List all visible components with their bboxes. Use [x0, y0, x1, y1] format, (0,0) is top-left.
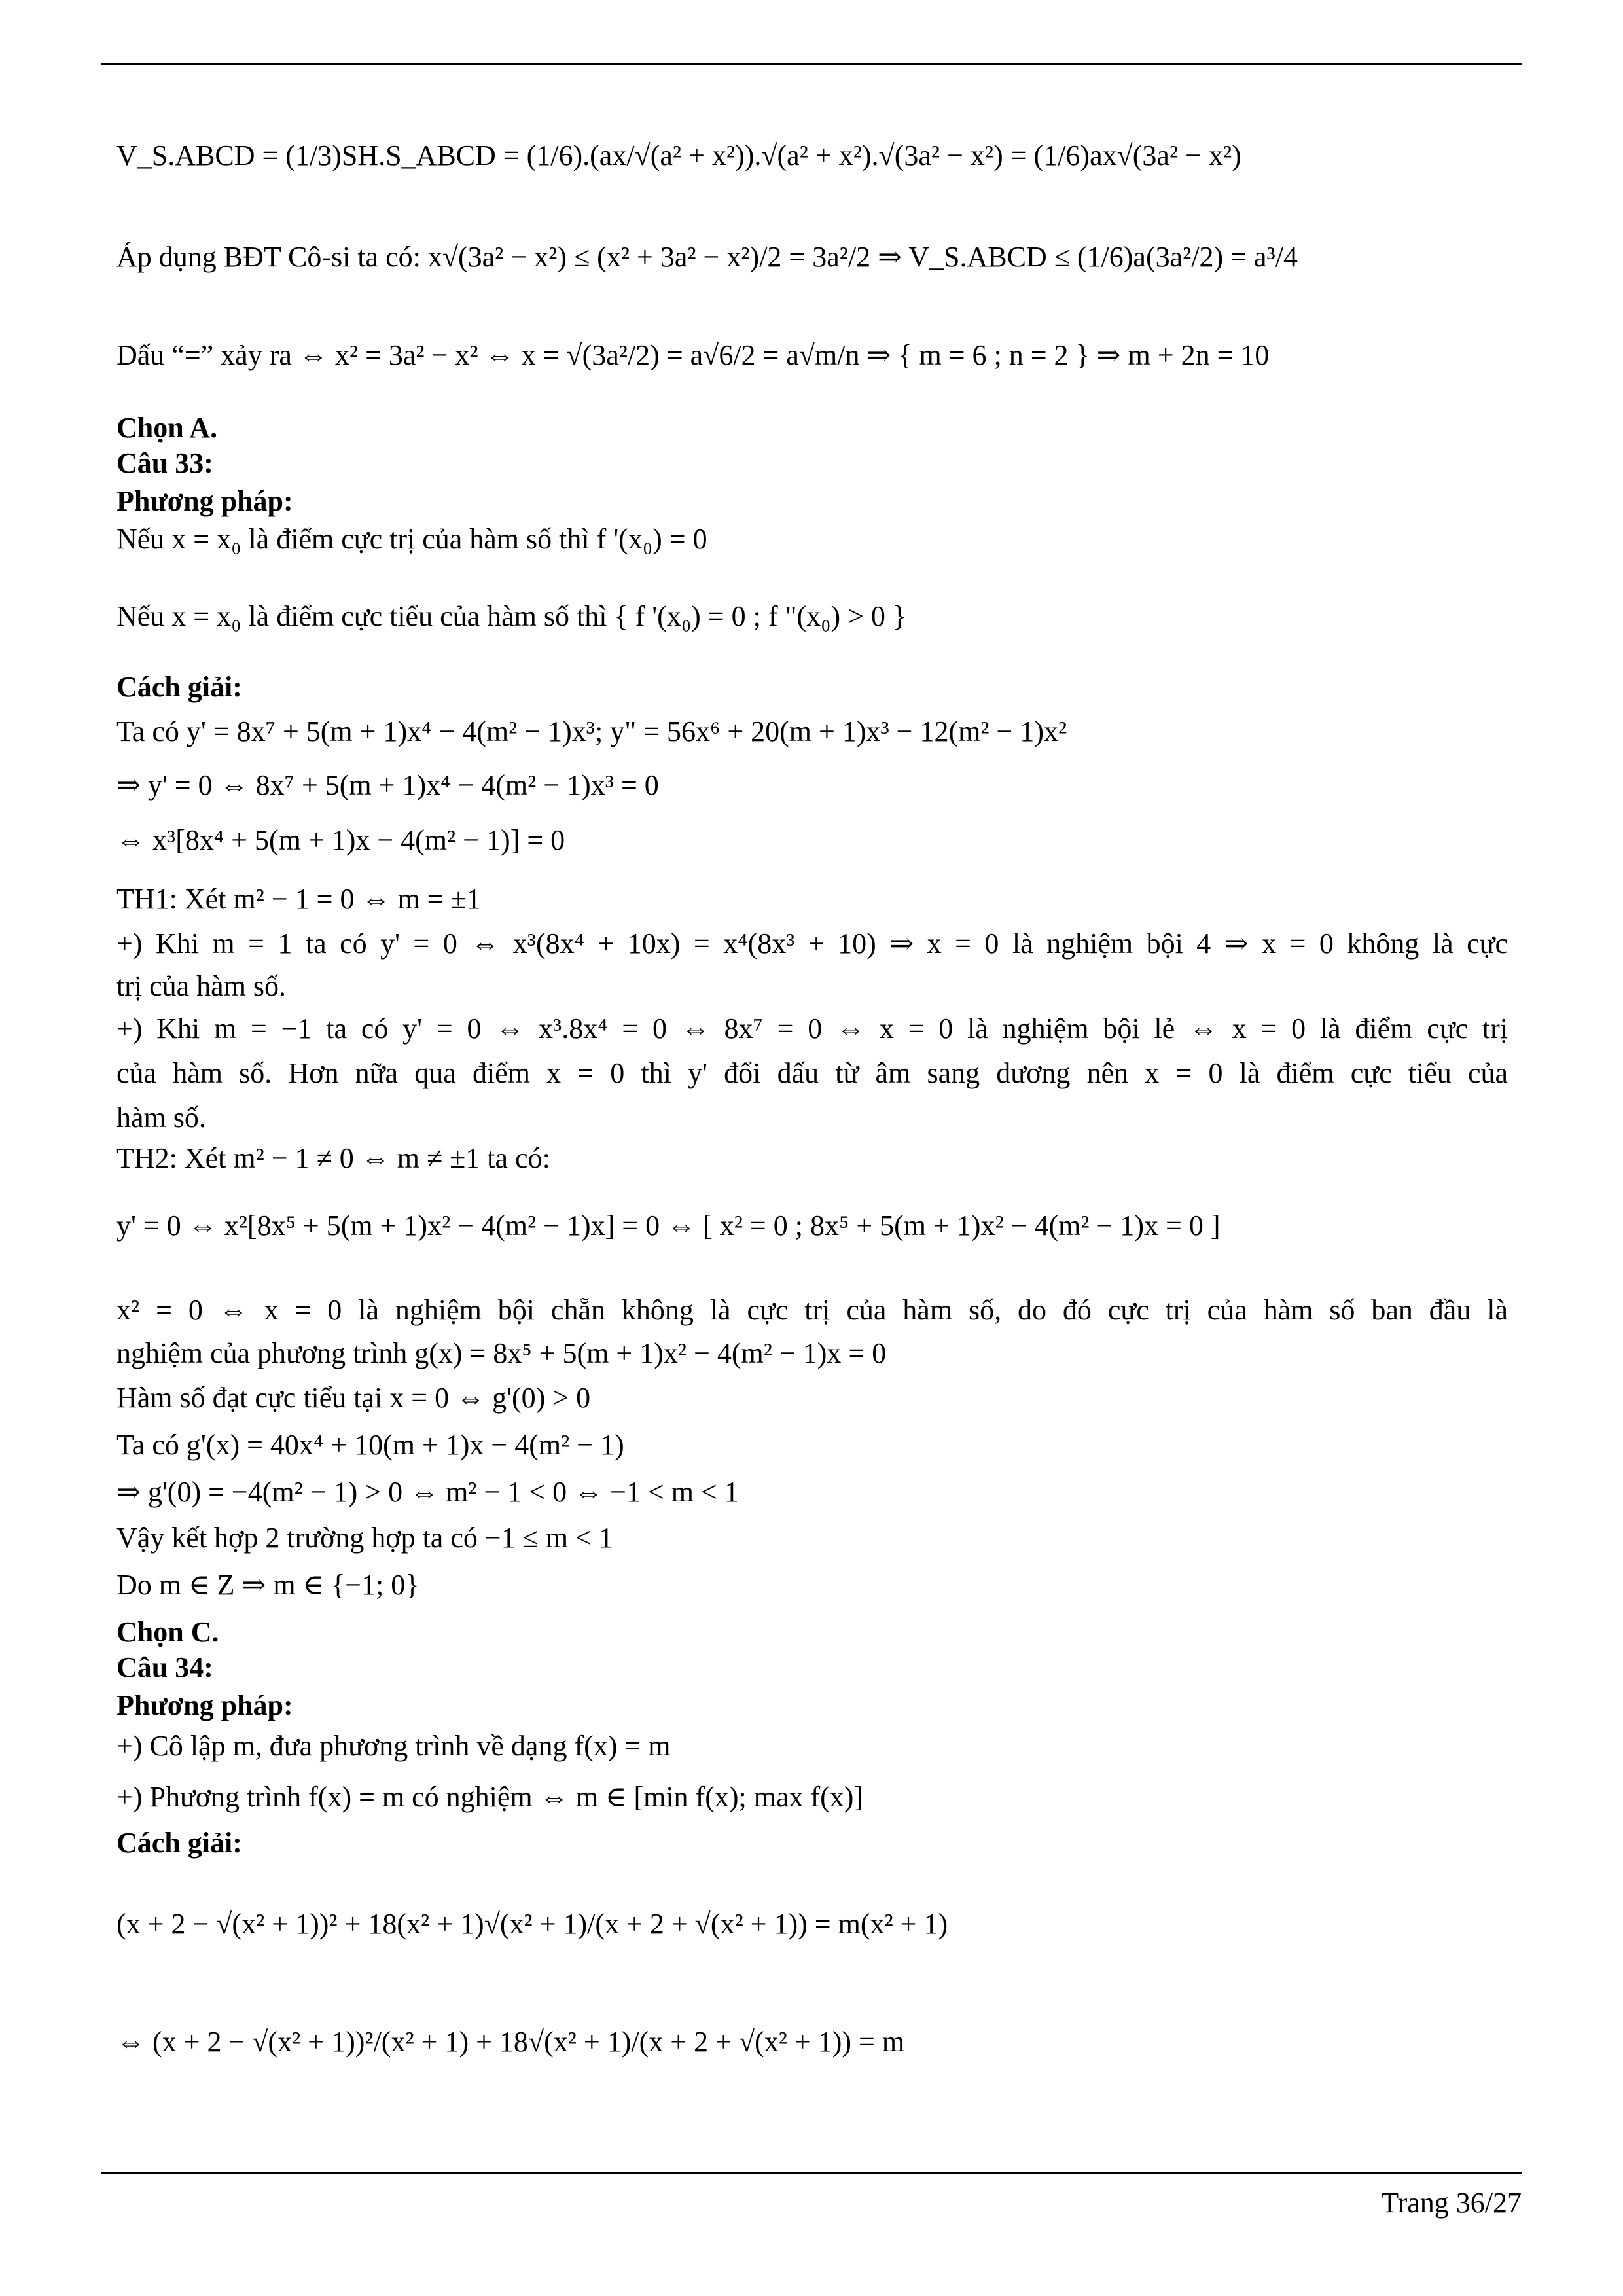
- text-line: hàm số.: [116, 1102, 206, 1134]
- formula-line: Ta có g'(x) = 40x⁴ + 10(m + 1)x − 4(m² − 1): [116, 1429, 624, 1461]
- answer-choice: Chọn C.: [116, 1616, 219, 1648]
- text-equality-case: Dấu “=” xảy ra ⇔ x² = 3a² − x² ⇔ x = √(3a²/2) = a√6/2 = a√m/n ⇒ { m = 6 ; n = 2 } ⇒ m + 2n = 10: [116, 339, 1270, 371]
- text-line: +) Cô lập m, đưa phương trình về dạng f(x) = m: [116, 1730, 671, 1762]
- question-heading: Câu 33:: [116, 447, 213, 479]
- formula-line: y' = 0 ⇔ x²[8x⁵ + 5(m + 1)x² − 4(m² − 1)x] = 0 ⇔ [ x² = 0 ; 8x⁵ + 5(m + 1)x² − 4(m² − 1)x = 0 ]: [116, 1210, 1221, 1242]
- footer-rule: [101, 2172, 1522, 2174]
- text-line: Nếu x = x₀ là điểm cực tiểu của hàm số thì { f '(x₀) = 0 ; f "(x₀) > 0 }: [116, 600, 907, 632]
- text-line: Nếu x = x₀ là điểm cực trị của hàm số thì f '(x₀) = 0: [116, 523, 707, 555]
- text-line: x² = 0 ⇔ x = 0 là nghiệm bội chẵn không là cực trị của hàm số, do đó cực trị của hàm số ban đầu là: [116, 1294, 1508, 1326]
- formula-line: ⇒ g'(0) = −4(m² − 1) > 0 ⇔ m² − 1 < 0 ⇔ −1 < m < 1: [116, 1476, 739, 1508]
- text-line: nghiệm của phương trình g(x) = 8x⁵ + 5(m + 1)x² − 4(m² − 1)x = 0: [116, 1337, 887, 1369]
- text-line: Vậy kết hợp 2 trường hợp ta có −1 ≤ m < 1: [116, 1522, 613, 1554]
- text-line: +) Phương trình f(x) = m có nghiệm ⇔ m ∈ [min f(x); max f(x)]: [116, 1781, 864, 1813]
- text-cauchy-inequality: Áp dụng BĐT Cô-si ta có: x√(3a² − x²) ≤ (x² + 3a² − x²)/2 = 3a²/2 ⇒ V_S.ABCD ≤ (1/6)a(3a²/2) = a³/4: [116, 241, 1298, 273]
- formula-line: ⇔ x³[8x⁴ + 5(m + 1)x − 4(m² − 1)] = 0: [116, 824, 565, 856]
- text-line: Do m ∈ Z ⇒ m ∈ {−1; 0}: [116, 1569, 419, 1601]
- section-heading: Cách giải:: [116, 1827, 242, 1859]
- formula-line: (x + 2 − √(x² + 1))² + 18(x² + 1)√(x² + 1)/(x + 2 + √(x² + 1)) = m(x² + 1): [116, 1908, 948, 1940]
- section-heading: Phương pháp:: [116, 485, 293, 517]
- text-line: +) Khi m = −1 ta có y' = 0 ⇔ x³.8x⁴ = 0 ⇔ 8x⁷ = 0 ⇔ x = 0 là nghiệm bội lẻ ⇔ x = 0 là điểm cực trị: [116, 1013, 1508, 1045]
- section-heading: Cách giải:: [116, 671, 242, 703]
- text-line: +) Khi m = 1 ta có y' = 0 ⇔ x³(8x⁴ + 10x) = x⁴(8x³ + 10) ⇒ x = 0 là nghiệm bội 4 ⇒ x = 0 không là cực: [116, 927, 1508, 960]
- formula-line: Ta có y' = 8x⁷ + 5(m + 1)x⁴ − 4(m² − 1)x³; y" = 56x⁶ + 20(m + 1)x³ − 12(m² − 1)x²: [116, 715, 1067, 747]
- page-number: Trang 36/27: [1381, 2187, 1522, 2219]
- formula-volume: V_S.ABCD = (1/3)SH.S_ABCD = (1/6).(ax/√(a² + x²)).√(a² + x²).√(3a² − x²) = (1/6)ax√(3a² − x²): [116, 139, 1241, 171]
- section-heading: Phương pháp:: [116, 1689, 293, 1721]
- formula-line: ⇔ (x + 2 − √(x² + 1))²/(x² + 1) + 18√(x² + 1)/(x + 2 + √(x² + 1)) = m: [116, 2026, 905, 2058]
- formula-line: ⇒ y' = 0 ⇔ 8x⁷ + 5(m + 1)x⁴ − 4(m² − 1)x³ = 0: [116, 769, 659, 801]
- text-line: trị của hàm số.: [116, 970, 287, 1002]
- header-rule: [101, 63, 1522, 65]
- text-line: TH2: Xét m² − 1 ≠ 0 ⇔ m ≠ ±1 ta có:: [116, 1142, 550, 1174]
- text-line: TH1: Xét m² − 1 = 0 ⇔ m = ±1: [116, 883, 481, 915]
- question-heading: Câu 34:: [116, 1651, 213, 1683]
- text-line: của hàm số. Hơn nữa qua điểm x = 0 thì y' đổi dấu từ âm sang dương nên x = 0 là điểm cực tiểu của: [116, 1057, 1508, 1089]
- text-line: Hàm số đạt cực tiểu tại x = 0 ⇔ g'(0) > 0: [116, 1382, 591, 1414]
- answer-choice: Chọn A.: [116, 412, 218, 444]
